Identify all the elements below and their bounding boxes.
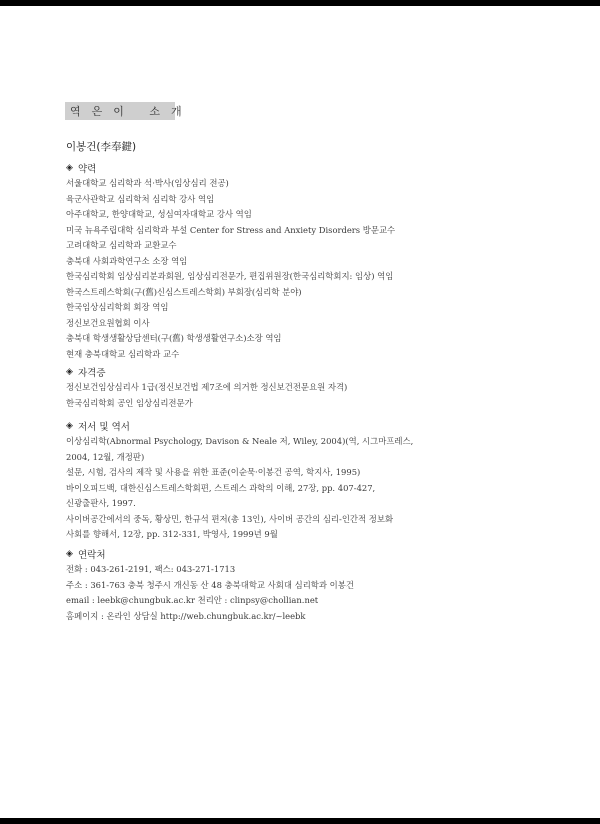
list-item: 서울대학교 심리학과 석·박사(임상심리 전공) xyxy=(66,178,229,188)
diamond-bullet-icon: ◈ xyxy=(66,421,73,431)
diamond-bullet-icon: ◈ xyxy=(66,163,73,173)
list-item: 한국심리학회 공인 임상심리전문가 xyxy=(66,397,193,408)
section-heading xyxy=(65,102,193,120)
top-border xyxy=(0,0,600,6)
diamond-bullet-icon: ◈ xyxy=(66,367,73,377)
licenses-heading: ◈ 자격증 xyxy=(66,367,106,379)
contact-phone: 전화 : 043-261-2191, 팩스: 043-271-1713 xyxy=(66,564,236,574)
contact-homepage: 홈페이지 : 온라인 상담실 http://web.chungbuk.ac.kr/~leebk xyxy=(66,610,306,621)
list-item: 설문, 시험, 검사의 제작 및 사용을 위한 표준(이순묵·이봉건 공역, 학지사, 1995) xyxy=(66,467,361,477)
list-item: 2004, 12월, 개정판) xyxy=(66,451,145,462)
list-item: 정신보건임상심리사 1급(정신보건법 제7조에 의거한 정신보건전문요원 자격) xyxy=(66,382,348,392)
contact-list xyxy=(66,562,354,624)
bottom-border xyxy=(0,818,600,824)
list-item: 육군사관학교 심리학처 심리학 강사 역임 xyxy=(66,193,215,204)
list-item: 바이오피드백, 대한신심스트레스학회편, 스트레스 과학의 이해, 27장, pp. 407-427, xyxy=(66,482,376,493)
list-item: 정신보건요원협회 이사 xyxy=(66,317,150,328)
contact-section xyxy=(66,546,354,624)
author-name: 이봉건(李奉鍵) xyxy=(66,141,137,153)
publications-section xyxy=(66,418,413,543)
list-item: 한국심리학회 임상심리분과회원, 임상심리전문가, 편집위원장(한국심리학회지: 임상) 역임 xyxy=(66,271,394,281)
list-item: 아주대학교, 한양대학교, 성심여자대학교 강사 역임 xyxy=(66,209,252,219)
list-item: 충북대 학생생활상담센터(구(舊) 학생생활연구소)소장 역임 xyxy=(66,333,282,343)
list-item: 미국 뉴욕주립대학 심리학과 부설 Center for Stress and Anxiety Disorders 방문교수 xyxy=(66,224,396,235)
licenses-section xyxy=(66,364,347,411)
licenses-list xyxy=(66,380,347,411)
list-item: 이상심리학(Abnormal Psychology, Davison & Neale 저, Wiley, 2004)(역, 시그마프레스, xyxy=(66,436,414,446)
list-item: 한국스트레스학회(구(舊)신심스트레스학회) 부회장(심리학 분야) xyxy=(66,286,302,297)
list-item: 신광출판사, 1997. xyxy=(66,498,136,508)
list-item: 사이버공간에서의 중독, 황상민, 한규석 편저(총 13인), 사이버 공간의 심리-인간적 정보화 xyxy=(66,513,394,524)
list-item: 현재 충북대학교 심리학과 교수 xyxy=(66,348,180,359)
list-item: 사회를 향해서, 12장, pp. 312-331, 박영사, 1999년 9월 xyxy=(66,529,278,539)
publications-list xyxy=(66,434,413,543)
list-item: 고려대학교 심리학과 교환교수 xyxy=(66,240,177,250)
contact-address: 주소 : 361-763 충북 청주시 개신동 산 48 충북대학교 사회대 심리학과 이봉건 xyxy=(66,579,354,590)
diamond-bullet-icon: ◈ xyxy=(66,549,73,559)
list-item: 충북대 사회과학연구소 소장 역임 xyxy=(66,255,188,266)
contact-heading: ◈ 연락처 xyxy=(66,549,106,561)
career-section xyxy=(66,160,395,362)
heading-text: 역은이 소개 xyxy=(70,105,193,118)
publications-heading: ◈ 저서 및 역서 xyxy=(66,421,130,433)
career-heading: ◈ 약력 xyxy=(66,163,97,175)
list-item: 한국임상심리학회 회장 역임 xyxy=(66,302,169,312)
contact-email: email : leebk@chungbuk.ac.kr 천리안 : clinpsy@chollian.net xyxy=(66,595,319,605)
career-list xyxy=(66,176,395,362)
